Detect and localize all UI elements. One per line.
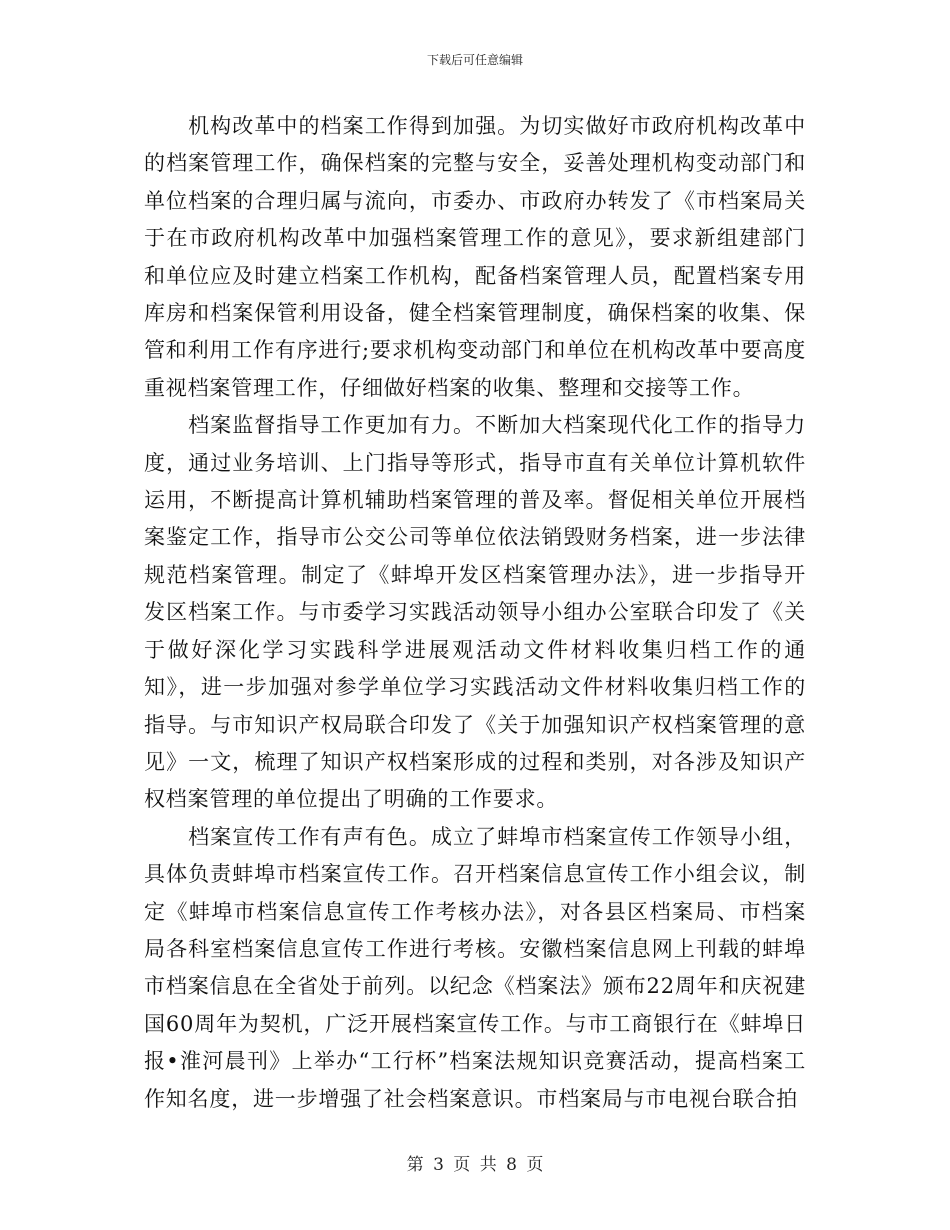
paragraph-institutional-reform: 机构改革中的档案工作得到加强。为切实做好市政府机构改革中的档案管理工作，确保档案的完整与安全，妥善处理机构变动部门和单位档案的合理归属与流向，市委办、市政府办转发了《市档案局关于在市政府机构改革中加强档案管理工作的意见》，要求新组建部门和单位应及时建立档案工作机构，配备档案管理人员，配置档案专用库房和档案保管利用设备，健全档案管理制度，确保档案的收集、保管和利用工作有序进行;要求机构变动部门和单位在机构改革中要高度重视档案管理工作，仔细做好档案的收集、整理和交接等工作。	[144, 114, 806, 400]
document-body	[144, 108, 806, 1118]
paragraph-supervision-guidance: 档案监督指导工作更加有力。不断加大档案现代化工作的指导力度，通过业务培训、上门指导等形式，指导市直有关单位计算机软件运用，不断提高计算机辅助档案管理的普及率。督促相关单位开展档案鉴定工作，指导市公交公司等单位依法销毁财务档案，进一步法律规范档案管理。制定了《蚌埠开发区档案管理办法》，进一步指导开发区档案工作。与市委学习实践活动领导小组办公室联合印发了《关于做好深化学习实践科学进展观活动文件材料收集归档工作的通知》，进一步加强对参学单位学习实践活动文件材料收集归档工作的指导。与市知识产权局联合印发了《关于加强知识产权档案管理的意见》一文，梳理了知识产权档案形成的过程和类别，对各涉及知识产权档案管理的单位提出了明确的工作要求。	[144, 413, 806, 812]
page-number-footer: 第 3 页 共 8 页	[406, 1155, 544, 1175]
page-header: 下载后可任意编辑	[426, 53, 523, 67]
paragraph-publicity-work: 档案宣传工作有声有色。成立了蚌埠市档案宣传工作领导小组，具体负责蚌埠市档案宣传工作。召开档案信息宣传工作小组会议，制定《蚌埠市档案信息宣传工作考核办法》，对各县区档案局、市档案局各科室档案信息宣传工作进行考核。安徽档案信息网上刊载的蚌埠市档案信息在全省处于前列。以纪念《档案法》颁布22周年和庆祝建国60周年为契机，广泛开展档案宣传工作。与市工商银行在《蚌埠日报•淮河晨刊》上举办“工行杯”档案法规知识竞赛活动，提高档案工作知名度，进一步增强了社会档案意识。市档案局与市电视台联合拍	[144, 824, 806, 1111]
